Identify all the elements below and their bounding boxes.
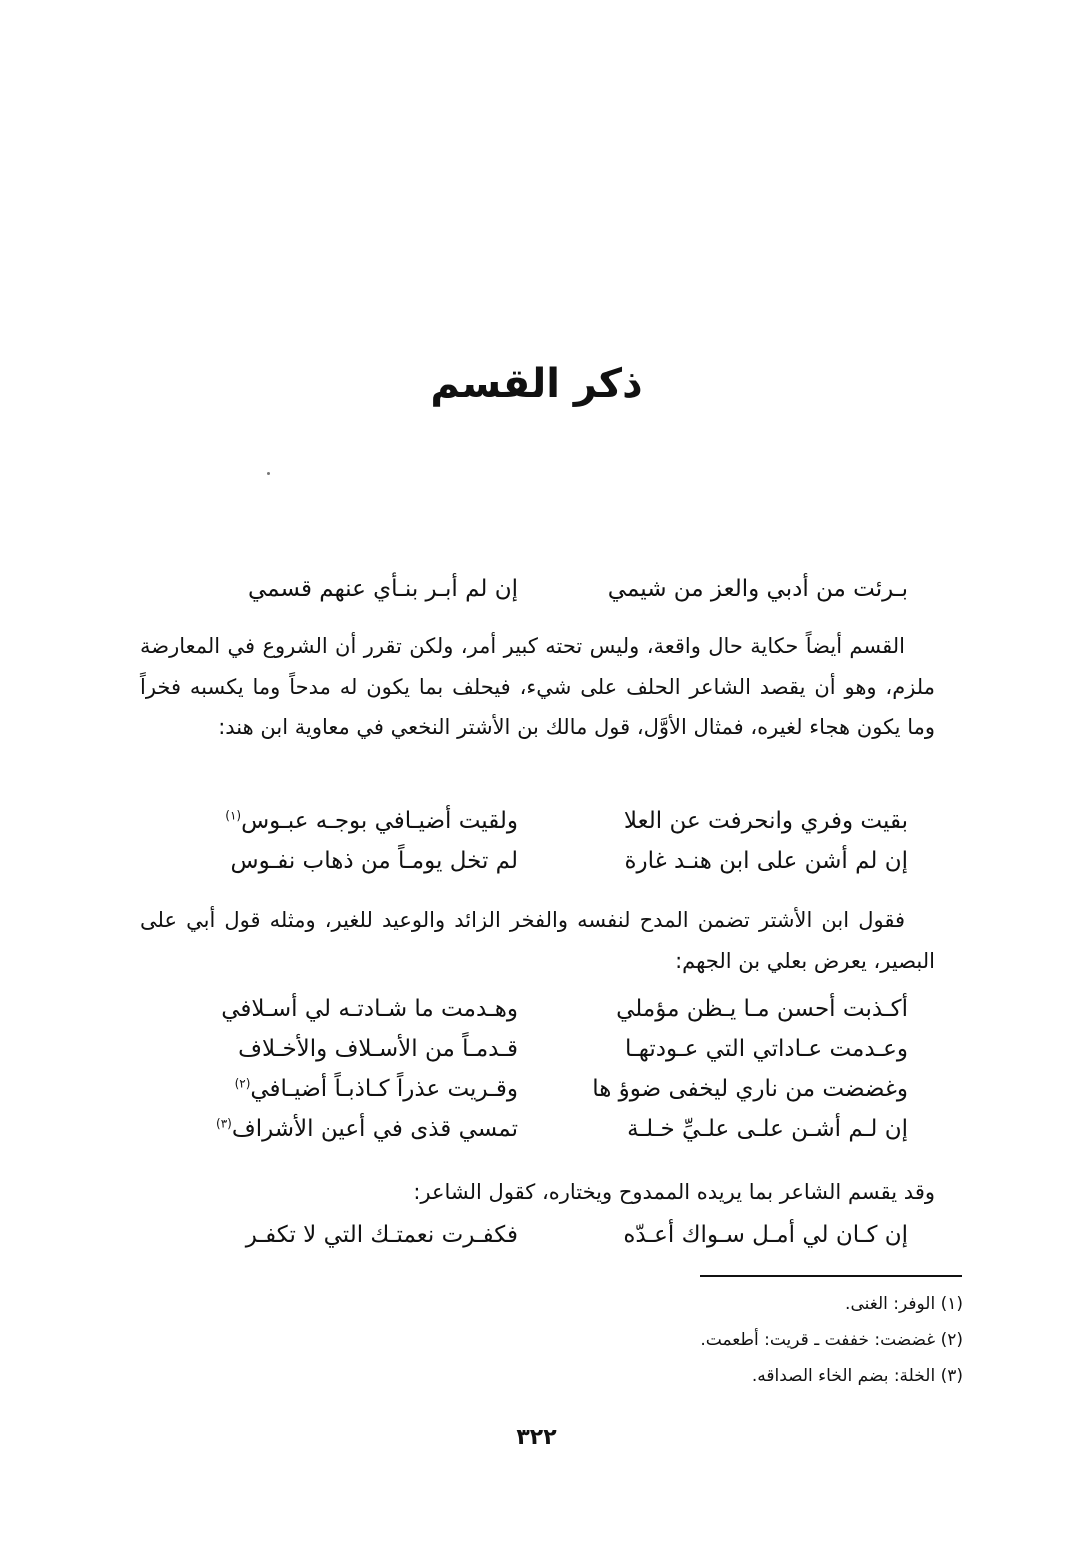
verse-second-hemistich: فكفـرت نعمتـك التي لا تكفـر — [245, 1222, 518, 1248]
paragraph-1-text: القسم أيضاً حكاية حال واقعة، وليس تحته كبير أمر، ولكن تقرر أن الشروع في المعارضة ملزم، وهو أن يقصد الشاعر الحلف على شيء، فيحلف بما يكون له مدحاً وما يكسبه فخراً وما يكون هجاء لغيره، فمثال الأوَّل، قول مالك بن الأشتر النخعي في معاوية ابن هند: — [140, 634, 935, 739]
paragraph-3 — [140, 1172, 935, 1213]
verse-row — [188, 1036, 908, 1076]
verse-row — [188, 996, 908, 1036]
verse-second-text: ولقيت أضيـافي بوجـه عبـوس — [241, 808, 518, 834]
footnote: (٢) غضضت: خففت ـ قريت: أطعمت. — [700, 1330, 963, 1350]
verse-first-hemistich: بقيت وفري وانحرفت عن العلا — [623, 808, 908, 834]
verse-second-hemistich: إن لم أبـر بنـأي عنهم قسمي — [247, 576, 518, 602]
paragraph-3-text: وقد يقسم الشاعر بما يريده الممدوح ويختاره، كقول الشاعر: — [413, 1180, 935, 1204]
verse-second-text: تمسي قذى في أعين الأشراف — [231, 1116, 518, 1142]
paragraph-1 — [140, 626, 935, 748]
verse-first-hemistich: إن لم أشن على ابن هنـد غارة — [624, 848, 908, 874]
verse-row — [188, 808, 908, 848]
verse-row — [188, 1076, 908, 1116]
speck — [267, 472, 270, 475]
footnote-marker: (٢) — [234, 1076, 251, 1091]
verse-intro — [188, 576, 908, 616]
verse-second-hemistich: قـدمـاً من الأسـلاف والأخـلاف — [238, 1036, 518, 1062]
paragraph-2-text: فقول ابن الأشتر تضمن المدح لنفسه والفخر الزائد والوعيد للغير، ومثله قول أبي على البصير، يعرض بعلي بن الجهم: — [140, 908, 935, 973]
footnote: (١) الوفر: الغنى. — [845, 1294, 963, 1314]
verse-first-hemistich: إن كـان لي أمـل سـواك أعـدّه — [623, 1222, 908, 1248]
chapter-title: ذكر القسم — [430, 361, 643, 407]
verse-first-hemistich: وغضضت من ناري ليخفى ضوؤ ها — [592, 1076, 908, 1102]
verse-second-hemistich — [188, 808, 518, 834]
verse-row — [188, 848, 908, 888]
paragraph-2 — [140, 900, 935, 981]
verse-second-text: وقـريت عذراً كـاذبـاً أضيـافي — [250, 1076, 518, 1102]
verse-first-hemistich: إن لـم أشـن علـى علـيِّ خـلـة — [627, 1116, 908, 1142]
verse-first-hemistich: أكـذبت أحسن مـا يـظن مؤملي — [616, 996, 908, 1022]
verse-second-hemistich — [188, 1076, 518, 1102]
verse-first-hemistich: وعـدمت عـاداتي التي عـودتهـا — [625, 1036, 908, 1062]
verse-second-hemistich: وهـدمت ما شـادتـه لي أسـلافي — [221, 996, 518, 1022]
verse-second-hemistich: لم تخل يومـاً من ذهاب نفـوس — [230, 848, 518, 874]
footnote-marker: (١) — [225, 808, 242, 823]
footnote: (٣) الخلة: بضم الخاء الصداقه. — [751, 1366, 963, 1386]
footnote-marker: (٣) — [216, 1116, 232, 1131]
verse-second-hemistich — [188, 1116, 518, 1142]
verse-row — [188, 1116, 908, 1156]
verse-first-hemistich: بـرئت من أدبي والعز من شيمي — [607, 576, 908, 602]
page-number: ٣٢٢ — [516, 1425, 557, 1450]
footnote-divider — [700, 1275, 962, 1277]
verse-row — [188, 1222, 908, 1262]
